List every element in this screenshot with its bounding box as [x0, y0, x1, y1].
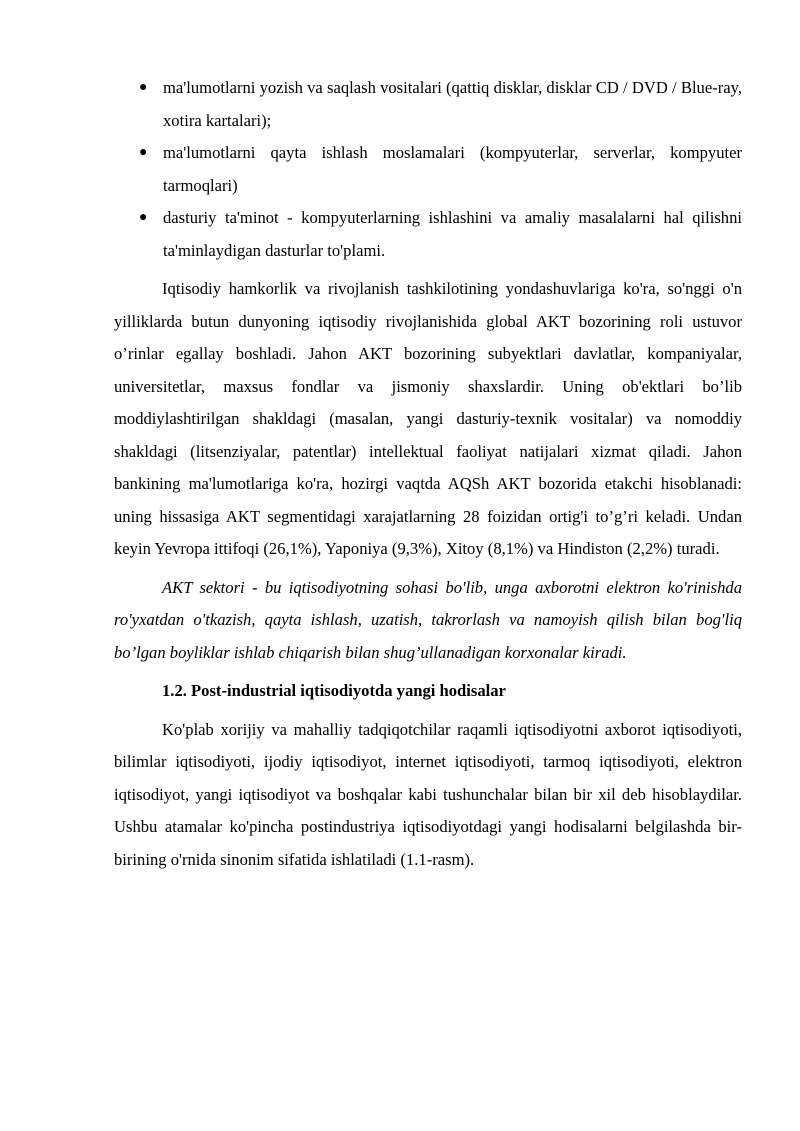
- bullet-dot-icon: ●: [139, 210, 148, 225]
- section-heading: 1.2. Post-industrial iqtisodiyotda yangi hodisalar: [162, 681, 506, 700]
- bullet-list: [114, 72, 742, 267]
- bullet-dot-icon: ●: [139, 145, 148, 160]
- list-item-text: ma'lumotlarni qayta ishlash moslamalari (kompyuterlar, serverlar, kompyuter tarmoqlari): [163, 143, 742, 195]
- document-page: [114, 72, 742, 876]
- paragraph-definition: AKT sektori - bu iqtisodiyotning sohasi bo'lib, unga axborotni elektron ko'rinishda ro'yxatdan o'tkazish, qayta ishlash, uzatish, takrorlash va namoyish qilish bilan bog'liq bo’lgan boyliklar ishlab chiqarish bilan shug’ullanadigan korxonalar kiradi.: [114, 577, 742, 662]
- list-item-text: ma'lumotlarni yozish va saqlash vositalari (qattiq disklar, disklar CD / DVD / Blue-ray, xotira kartalari);: [163, 78, 742, 130]
- list-item: [114, 137, 742, 202]
- list-item-text: dasturiy ta'minot - kompyuterlarning ishlashini va amaliy masalalarni hal qilishni ta'minlaydigan dasturlar to'plami.: [163, 208, 742, 260]
- paragraph-market: Iqtisodiy hamkorlik va rivojlanish tashkilotining yondashuvlariga ko'ra, so'nggi o'n yilliklarda butun dunyoning iqtisodiy rivojlanishida global AKT bozorining roli ustuvor o’rinlar egallay boshladi. Jahon AKT bozorining subyektlari davlatlar, kompaniyalar, universitetlar, maxsus fondlar va jismoniy shaxslardir. Uning ob'ektlari bo’lib moddiylashtirilgan shakldagi (masalan, yangi dasturiy-texnik vositalar) va nomoddiy shakldagi (litsenziyalar, patentlar) intellektual faoliyat natijalari xizmat qiladi. Jahon bankining ma'lumotlariga ko'ra, hozirgi vaqtda AQSh AKT bozorida etakchi hisoblanadi: uning hissasiga AKT segmentidagi xarajatlarning 28 foizidan ortig'i to’g’ri keladi. Undan keyin Yevropa ittifoqi (26,1%), Yaponiya (9,3%), Xitoy (8,1%) va Hindiston (2,2%) turadi.: [114, 279, 742, 558]
- bullet-dot-icon: ●: [139, 80, 148, 95]
- list-item: [114, 202, 742, 267]
- paragraph-digital-economy: Ko'plab xorijiy va mahalliy tadqiqotchilar raqamli iqtisodiyotni axborot iqtisodiyoti, bilimlar iqtisodiyoti, ijodiy iqtisodiyot, internet iqtisodiyoti, tarmoq iqtisodiyoti, elektron iqtisodiyot, yangi iqtisodiyot va boshqalar kabi tushunchalar bilan bir xil deb hisoblaydilar. Ushbu atamalar ko'pincha postindustriya iqtisodiyotdagi yangi hodisalarni belgilashda bir-birining o'rnida sinonim sifatida ishlatiladi (1.1-rasm).: [114, 719, 742, 869]
- list-item: [114, 72, 742, 137]
